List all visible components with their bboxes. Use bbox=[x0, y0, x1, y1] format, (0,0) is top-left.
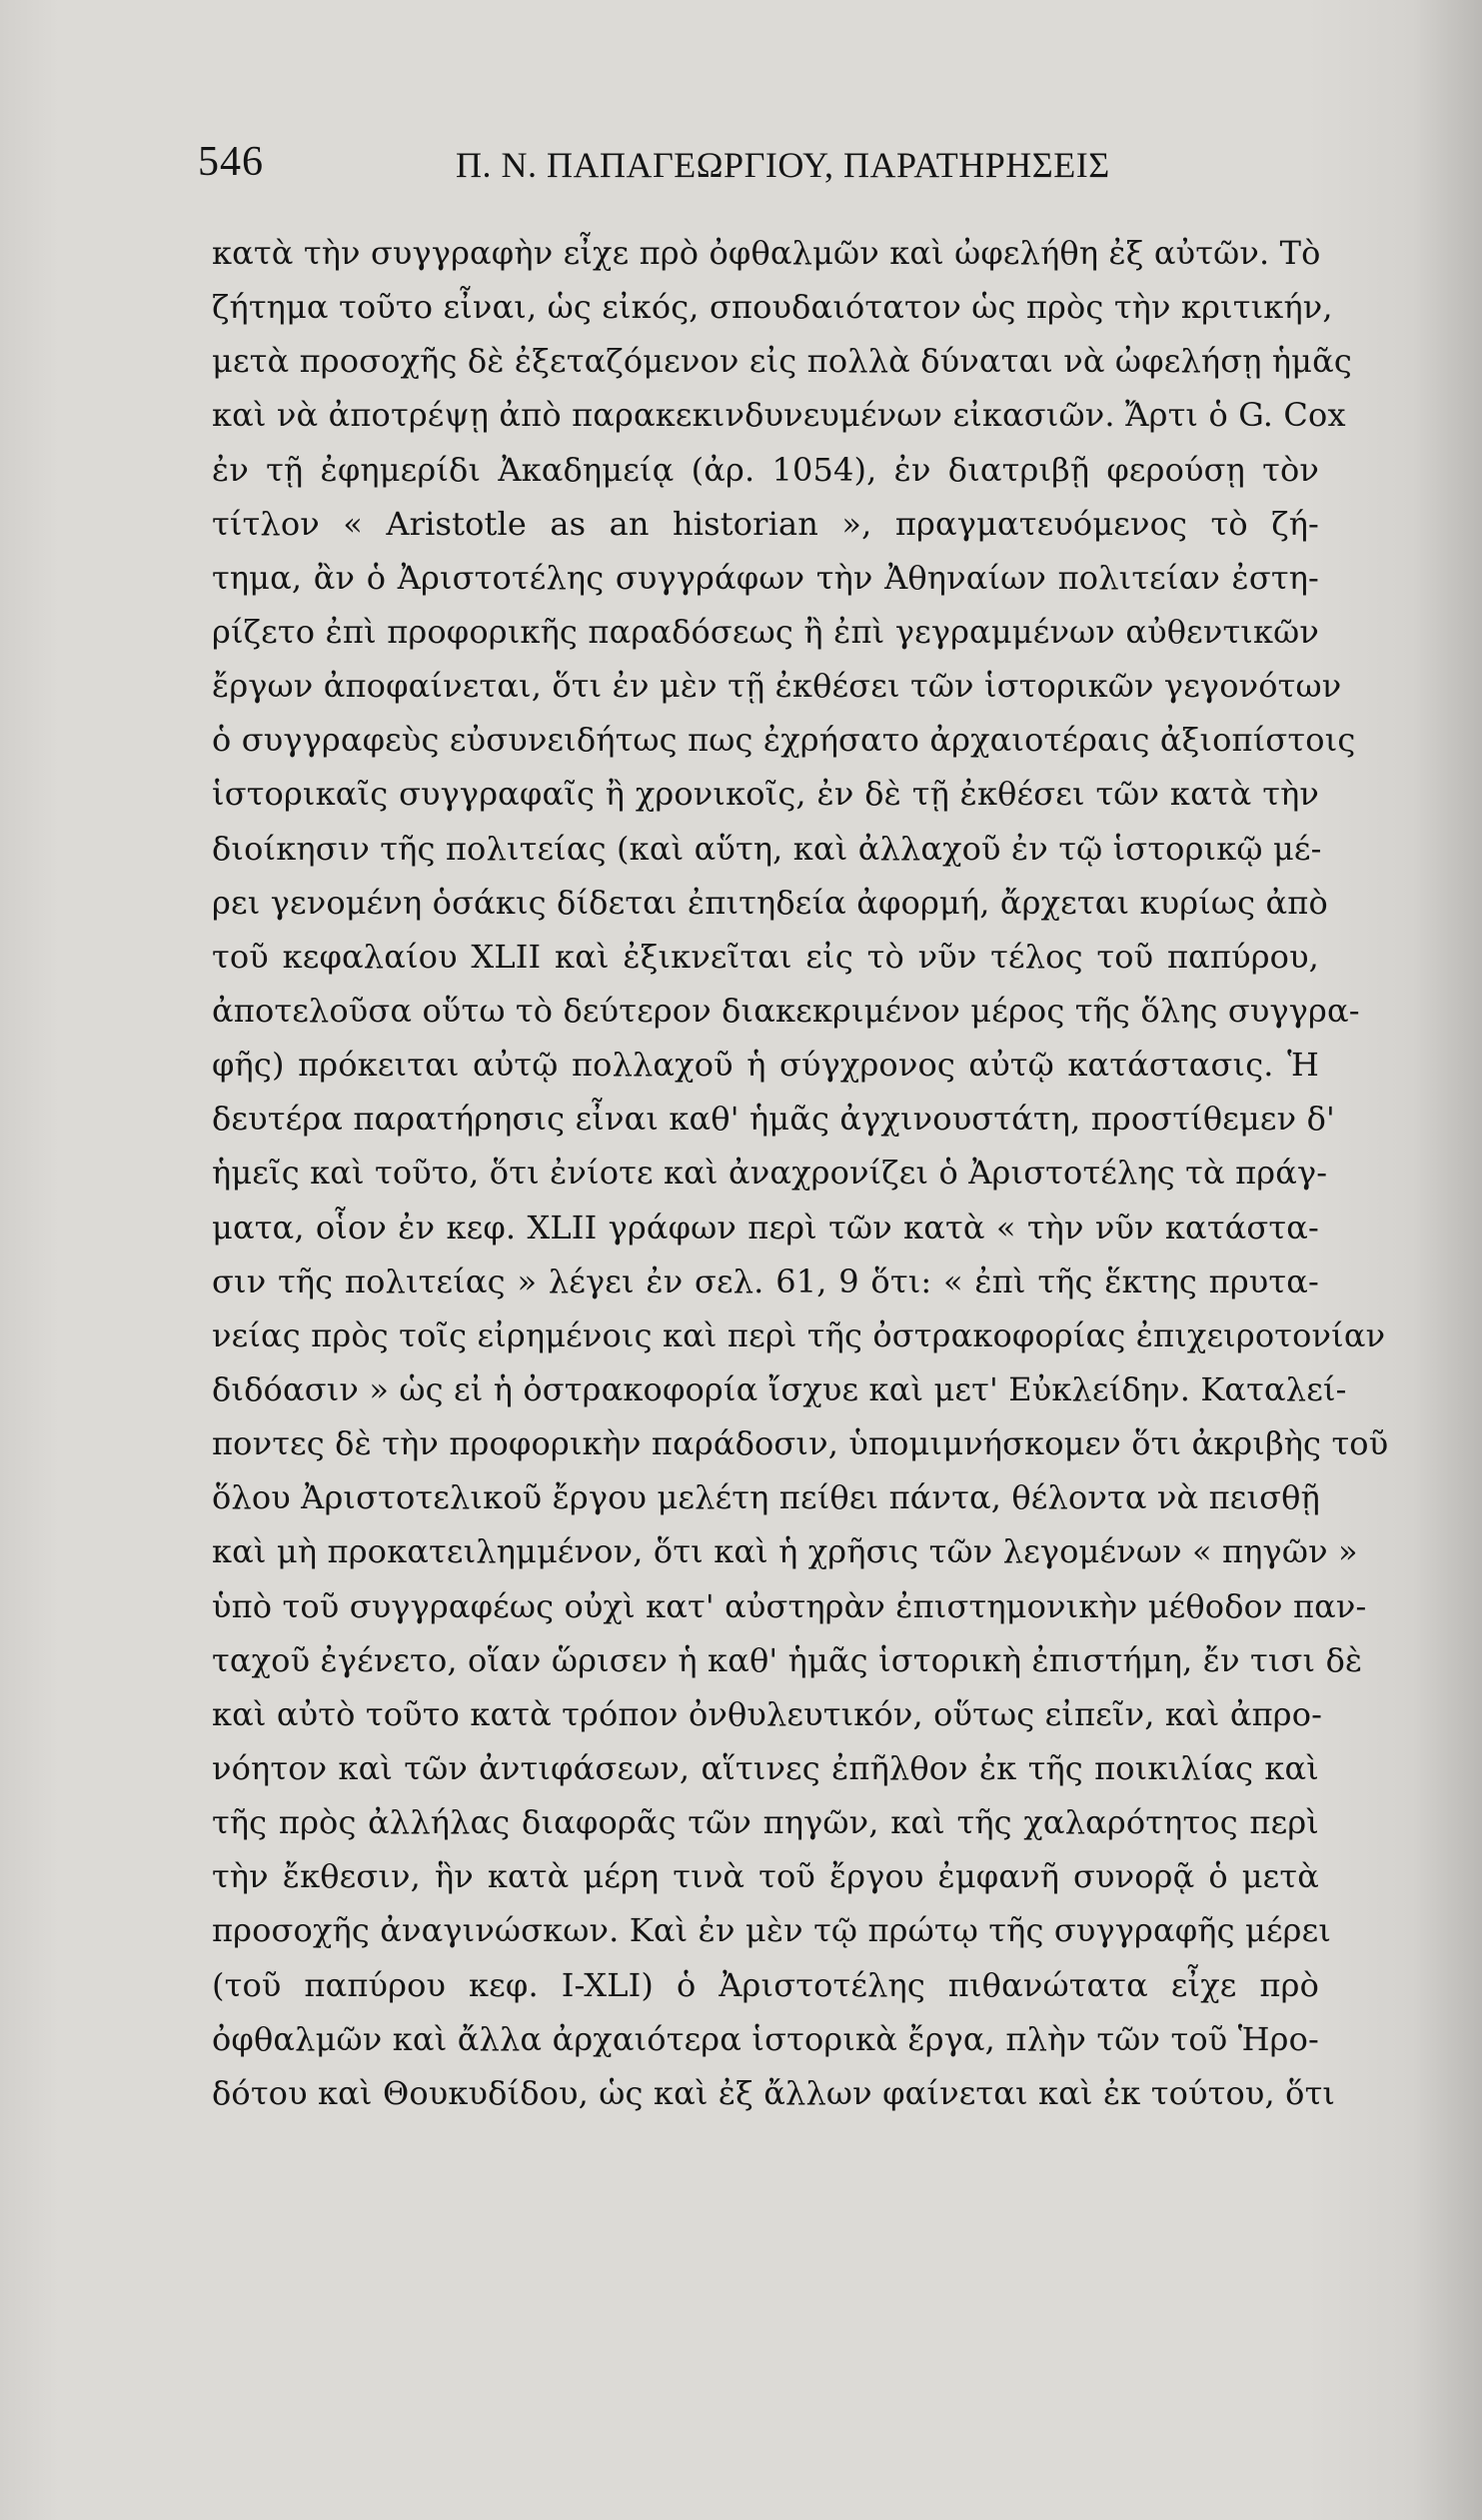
text-line: καὶ αὐτὸ τοῦτο κατὰ τρόπον ὀνθυλευτικόν, οὕτως εἰπεῖν, καὶ ἀπρο- bbox=[212, 1694, 1323, 1733]
page-edge-shadow bbox=[1412, 0, 1482, 2520]
text-line: τὴν ἔκθεσιν, ἣν κατὰ μέρη τινὰ τοῦ ἔργου ἐμφανῆ συνορᾷ ὁ μετὰ bbox=[212, 1857, 1319, 1896]
text-line: ὑπὸ τοῦ συγγραφέως οὐχὶ κατ' αὐστηρὰν ἐπιστημονικὴν μέθοδον παν- bbox=[212, 1586, 1367, 1625]
text-line: ρει γενομένη ὁσάκις δίδεται ἐπιτηδεία ἀφορμή, ἄρχεται κυρίως ἀπὸ bbox=[212, 883, 1328, 922]
text-line: ποντες δὲ τὴν προφορικὴν παράδοσιν, ὑπομιμνήσκομεν ὅτι ἀκριβὴς τοῦ bbox=[212, 1424, 1389, 1463]
text-line bbox=[212, 2174, 1319, 2228]
page-number: 546 bbox=[198, 139, 264, 185]
text-line: δότου καὶ Θουκυδίδου, ὡς καὶ ἐξ ἄλλων φαίνεται καὶ ἐκ τούτου, ὅτι bbox=[212, 2073, 1336, 2112]
text-line: τοῦ κεφαλαίου XLII καὶ ἐξικνεῖται εἰς τὸ νῦν τέλος τοῦ παπύρου, bbox=[212, 937, 1319, 976]
text-line: ἱστορικαῖς συγγραφαῖς ἢ χρονικοῖς, ἐν δὲ τῇ ἐκθέσει τῶν κατὰ τὴν bbox=[212, 775, 1319, 814]
text-line: σιν τῆς πολιτείας » λέγει ἐν σελ. 61, 9 ὅτι: « ἐπὶ τῆς ἕκτης πρυτα- bbox=[212, 1261, 1319, 1300]
text-line: διδόασιν » ὡς εἰ ἡ ὀστρακοφορία ἴσχυε καὶ μετ' Εὐκλείδην. Καταλεί- bbox=[212, 1369, 1347, 1408]
text-line: (τοῦ παπύρου κεφ. I-XLI) ὁ Ἀριστοτέλης πιθανώτατα εἶχε πρὸ bbox=[212, 1965, 1319, 2004]
text-line: ἀποτελοῦσα οὕτω τὸ δεύτερον διακεκριμένον μέρος τῆς ὅλης συγγρα- bbox=[212, 991, 1360, 1030]
text-line: ὅλου Ἀριστοτελικοῦ ἔργου μελέτη πείθει πάντα, θέλοντα νὰ πεισθῇ bbox=[212, 1478, 1320, 1517]
text-line: φῆς) πρόκειται αὐτῷ πολλαχοῦ ἡ σύγχρονος αὐτῷ κατάστασις. Ἡ bbox=[212, 1046, 1319, 1085]
body-text bbox=[212, 226, 1389, 2228]
text-line bbox=[212, 2120, 1319, 2174]
text-line: δευτέρα παρατήρησις εἶναι καθ' ἡμᾶς ἀγχινουστάτη, προστίθεμεν δ' bbox=[212, 1100, 1335, 1139]
text-line: νείας πρὸς τοῖς εἰρημένοις καὶ περὶ τῆς ὀστρακοφορίας ἐπιχειροτονίαν bbox=[212, 1315, 1386, 1354]
text-line: τημα, ἂν ὁ Ἀριστοτέλης συγγράφων τὴν Ἀθηναίων πολιτείαν ἐστη- bbox=[212, 558, 1319, 597]
text-line: νόητον καὶ τῶν ἀντιφάσεων, αἵτινες ἐπῆλθον ἐκ τῆς ποικιλίας καὶ bbox=[212, 1748, 1319, 1787]
text-line: καὶ νὰ ἀποτρέψῃ ἀπὸ παρακεκινδυνευμένων εἰκασιῶν. Ἄρτι ὁ G. Cox bbox=[212, 396, 1346, 435]
text-line: τῆς πρὸς ἀλλήλας διαφορᾶς τῶν πηγῶν, καὶ τῆς χαλαρότητος περὶ bbox=[212, 1803, 1319, 1842]
text-line: ἔργων ἀποφαίνεται, ὅτι ἐν μὲν τῇ ἐκθέσει τῶν ἱστορικῶν γεγονότων bbox=[212, 667, 1342, 706]
text-line: προσοχῆς ἀναγινώσκων. Καὶ ἐν μὲν τῷ πρώτῳ τῆς συγγραφῆς μέρει bbox=[212, 1911, 1332, 1950]
text-line: διοίκησιν τῆς πολιτείας (καὶ αὕτη, καὶ ἀλλαχοῦ ἐν τῷ ἱστορικῷ μέ- bbox=[212, 829, 1322, 868]
text-line: ὀφθαλμῶν καὶ ἄλλα ἀρχαιότερα ἱστορικὰ ἔργα, πλὴν τῶν τοῦ Ἡρο- bbox=[212, 2019, 1319, 2058]
text-line: ρίζετο ἐπὶ προφορικῆς παραδόσεως ἢ ἐπὶ γεγραμμένων αὐθεντικῶν bbox=[212, 612, 1319, 651]
text-line: ἡμεῖς καὶ τοῦτο, ὅτι ἐνίοτε καὶ ἀναχρονίζει ὁ Ἀριστοτέλης τὰ πράγ- bbox=[212, 1154, 1328, 1193]
text-line: τίτλον « Aristotle as an historian », πραγματευόμενος τὸ ζή- bbox=[212, 504, 1319, 543]
text-line: μετὰ προσοχῆς δὲ ἐξεταζόμενον εἰς πολλὰ δύναται νὰ ὠφελήσῃ ἡμᾶς bbox=[212, 342, 1352, 381]
text-line: ὁ συγγραφεὺς εὐσυνειδήτως πως ἐχρήσατο ἀρχαιοτέραις ἀξιοπίστοις bbox=[212, 721, 1356, 760]
text-line: ἐν τῇ ἐφημερίδι Ἀκαδημείᾳ (ἀρ. 1054), ἐν διατριβῇ φερούσῃ τὸν bbox=[212, 450, 1319, 489]
running-head: Π. Ν. ΠΑΠΑΓΕΩΡΓΙΟΥ, ΠΑΡΑΤΗΡΗΣΕΙΣ bbox=[456, 145, 1110, 185]
text-line: ταχοῦ ἐγένετο, οἵαν ὥρισεν ἡ καθ' ἡμᾶς ἱστορικὴ ἐπιστήμη, ἔν τισι δὲ bbox=[212, 1640, 1363, 1679]
page-header bbox=[198, 138, 1227, 198]
text-line: καὶ μὴ προκατειλημμένον, ὅτι καὶ ἡ χρῆσις τῶν λεγομένων « πηγῶν » bbox=[212, 1532, 1358, 1571]
text-line: ματα, οἷον ἐν κεφ. XLII γράφων περὶ τῶν κατὰ « τὴν νῦν κατάστα- bbox=[212, 1208, 1319, 1247]
text-line: κατὰ τὴν συγγραφὴν εἶχε πρὸ ὀφθαλμῶν καὶ ὠφελήθη ἐξ αὐτῶν. Τὸ bbox=[212, 234, 1321, 272]
text-line: ζήτημα τοῦτο εἶναι, ὡς εἰκός, σπουδαιότατον ὡς πρὸς τὴν κριτικήν, bbox=[212, 288, 1333, 327]
